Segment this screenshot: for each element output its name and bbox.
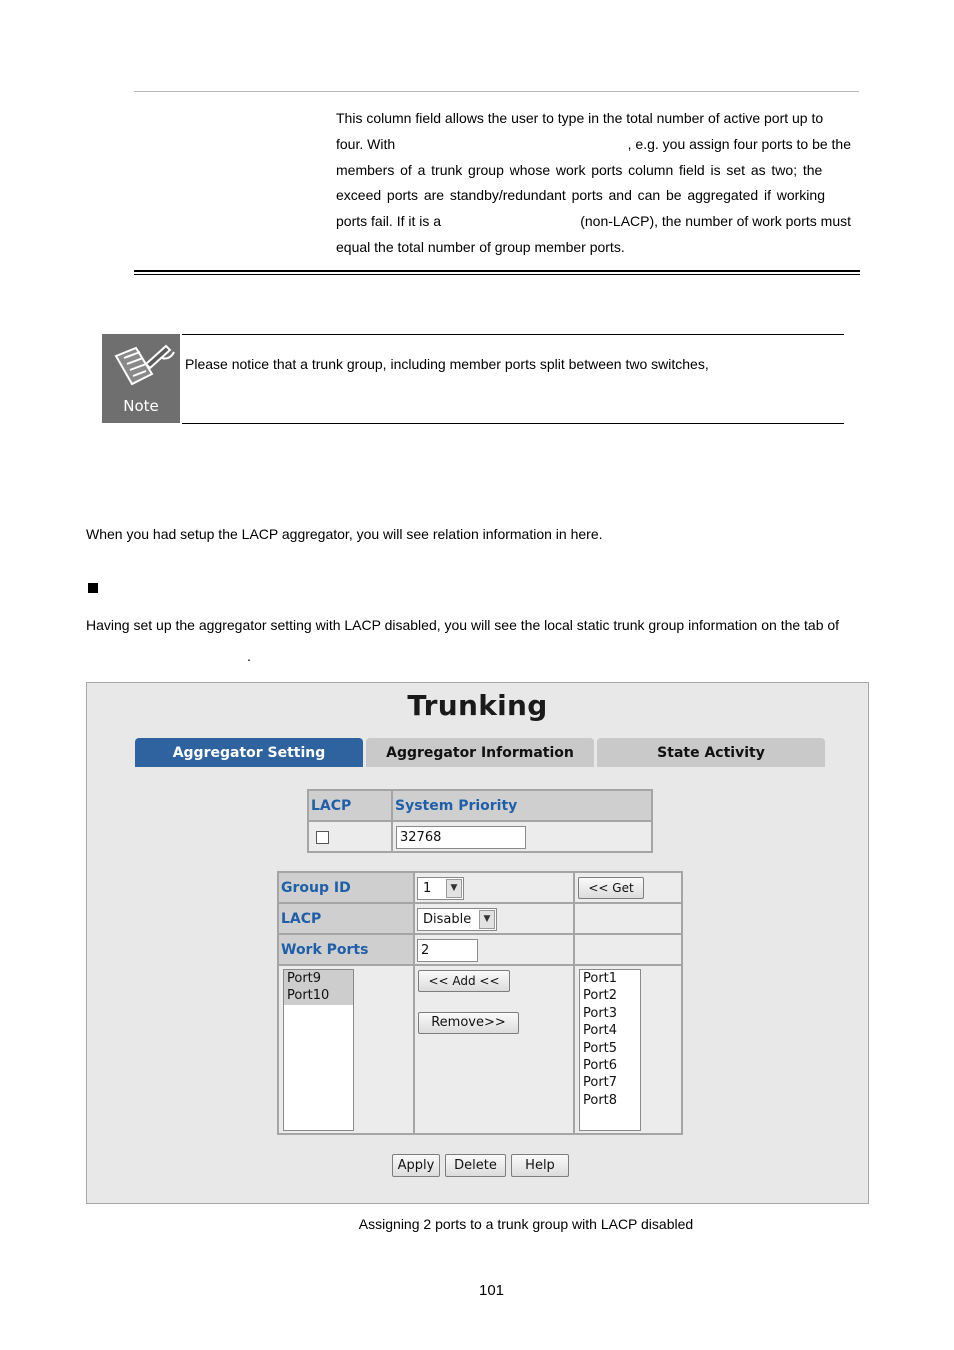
note-bottom-rule — [182, 423, 844, 424]
list-item[interactable]: Port2 — [583, 988, 618, 1004]
description-fragment: four. With — [336, 135, 396, 152]
lacp-header: LACP — [309, 791, 391, 820]
work-ports-description — [336, 106, 851, 261]
notepad-pen-icon — [102, 334, 180, 396]
note-icon — [102, 334, 180, 423]
description-line: This column field allows the user to type in the total number of active port up to — [336, 110, 824, 126]
group-id-select[interactable] — [417, 877, 464, 900]
tab-label: State Activity — [657, 744, 765, 761]
tab-aggregator-setting[interactable] — [135, 738, 363, 767]
list-item[interactable]: Port7 — [583, 1075, 618, 1091]
group-id-value: 1 — [423, 881, 432, 896]
list-item[interactable]: Port5 — [583, 1040, 618, 1056]
description-line: members of a trunk group whose work ports column field is set as two; the — [336, 161, 823, 178]
group-id-label: Group ID — [279, 873, 413, 902]
system-priority-header: System Priority — [393, 791, 651, 820]
list-item[interactable]: Port1 — [583, 971, 618, 986]
table-top-rule — [134, 91, 859, 92]
description-line: exceed ports are standby/redundant ports and can be aggregated if working — [336, 187, 825, 204]
lacp-label: LACP — [279, 904, 413, 933]
bullet-square-icon — [88, 583, 98, 593]
empty-cell — [575, 935, 681, 964]
description-line — [336, 132, 851, 158]
available-ports-list[interactable] — [579, 969, 641, 1131]
list-item[interactable]: Port4 — [583, 1023, 618, 1039]
description-line — [336, 209, 851, 235]
lacp-checkbox[interactable] — [316, 831, 329, 844]
body-paragraph-tail: . — [247, 648, 251, 664]
tab-state-activity[interactable] — [597, 738, 825, 767]
list-item[interactable]: Port8 — [583, 1092, 618, 1108]
body-paragraph: Having set up the aggregator setting with LACP disabled, you will see the local static trunk group information on the tab of — [86, 617, 840, 633]
note-text: Please notice that a trunk group, including member ports split between two switches, — [185, 356, 709, 372]
tab-label: Aggregator Setting — [172, 744, 326, 761]
work-ports-input[interactable]: 2 — [417, 939, 478, 962]
system-priority-input[interactable]: 32768 — [396, 826, 526, 849]
get-button[interactable]: << Get — [578, 877, 644, 899]
description-fragment: , e.g. you assign four ports to be the — [627, 135, 851, 152]
empty-cell — [575, 904, 681, 933]
body-paragraph: When you had setup the LACP aggregator, you will see relation information in here. — [86, 526, 603, 542]
list-item[interactable]: Port9 — [284, 970, 353, 987]
note-icon-label: Note — [123, 397, 159, 415]
tab-label: Aggregator Information — [386, 744, 574, 761]
member-ports-list[interactable] — [283, 969, 354, 1131]
delete-button[interactable]: Delete — [445, 1154, 506, 1177]
chevron-down-icon: ▼ — [479, 910, 495, 929]
lacp-select[interactable] — [417, 908, 497, 931]
table-bottom-rule — [134, 274, 860, 275]
apply-button[interactable]: Apply — [392, 1154, 440, 1177]
list-item[interactable]: Port3 — [583, 1005, 618, 1021]
page-number: 101 — [478, 1282, 505, 1299]
list-item[interactable]: Port6 — [583, 1057, 618, 1073]
help-button[interactable]: Help — [511, 1154, 569, 1177]
chevron-down-icon: ▼ — [446, 879, 462, 898]
tab-aggregator-information[interactable] — [366, 738, 594, 767]
note-top-rule — [182, 334, 844, 335]
work-ports-label: Work Ports — [279, 935, 413, 964]
description-fragment: ports fail. If it is a — [336, 213, 442, 230]
figure-caption: Assigning 2 ports to a trunk group with LACP disabled — [358, 1216, 694, 1232]
list-item[interactable]: Port10 — [284, 987, 353, 1004]
page-title: Trunking — [407, 689, 548, 722]
table-bottom-rule — [134, 270, 860, 272]
trunking-screenshot — [86, 682, 869, 1204]
remove-button[interactable]: Remove>> — [418, 1012, 519, 1034]
description-line: equal the total number of group member ports. — [336, 238, 625, 255]
lacp-select-value: Disable — [423, 912, 472, 927]
add-button[interactable]: << Add << — [418, 970, 510, 992]
description-fragment: (non-LACP), the number of work ports must — [580, 213, 851, 230]
